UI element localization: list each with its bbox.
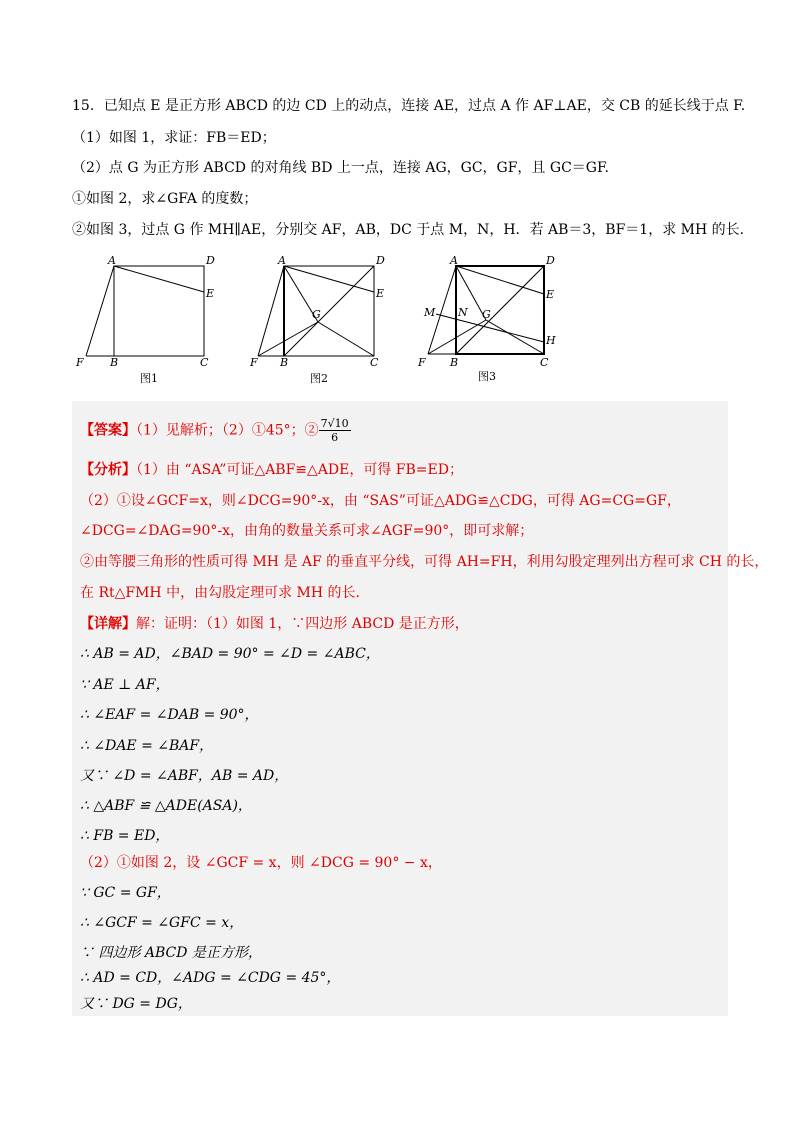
fig1-label-c: C xyxy=(200,356,209,369)
step-3: ∴ ∠EAF = ∠DAB = 90°， xyxy=(80,707,259,723)
analysis-text-1: （1）由 “ASA”可证△ABF≌△ADE，可得 FB=ED； xyxy=(136,462,463,478)
figure-2 xyxy=(250,252,410,392)
fig3-label-b: B xyxy=(450,356,459,369)
fig1-label-f: F xyxy=(76,356,84,369)
analysis-tag: 【分析】 xyxy=(80,462,136,478)
step-12: ∴ AD = CD，∠ADG = ∠CDG = 45°， xyxy=(80,970,341,986)
question-stem: 15．已知点 E 是正方形 ABCD 的边 CD 上的动点，连接 AE，过点 A 作 AF⊥AE，交 CB 的延长线于点 F. xyxy=(72,98,746,114)
fig3-label-c: C xyxy=(540,356,549,369)
step-1: ∴ AB = AD，∠BAD = 90° = ∠D = ∠ABC， xyxy=(80,646,380,662)
fig3-label-h: H xyxy=(546,334,556,347)
detail-line xyxy=(80,613,469,633)
fig1-label-b: B xyxy=(110,356,119,369)
figure-3 xyxy=(414,252,574,392)
fig1-label-e: E xyxy=(206,287,215,300)
fig3-label-g: G xyxy=(482,308,491,321)
fig2-label-f: F xyxy=(250,356,258,369)
fig3-label-d: D xyxy=(546,254,555,267)
analysis-line-1 xyxy=(80,459,463,479)
fig1-caption: 图1 xyxy=(140,372,158,385)
question-part-2: （2）点 G 为正方形 ABCD 的对角线 BD 上一点，连接 AG，GC，GF，且 GC＝GF. xyxy=(72,160,609,176)
fig2-label-a: A xyxy=(278,254,286,267)
fig2-label-c: C xyxy=(370,356,379,369)
analysis-line-5: 在 Rt△FMH 中，由勾股定理可求 MH 的长. xyxy=(80,585,360,601)
fig3-label-a: A xyxy=(450,254,458,267)
step-11: ∵ 四边形 ABCD 是正方形， xyxy=(80,945,262,961)
step-10: ∴ ∠GCF = ∠GFC = x， xyxy=(80,915,244,931)
analysis-line-4: ②由等腰三角形的性质可得 MH 是 AF 的垂直平分线，可得 AH=FH，利用勾股定理列出方程可求 CH 的长， xyxy=(80,554,769,570)
step-5: 又∵ ∠D = ∠ABF，AB = AD， xyxy=(80,768,289,784)
solution-panel xyxy=(72,401,769,1016)
step-4: ∴ ∠DAE = ∠BAF， xyxy=(80,738,214,754)
question-part-2-1: ①如图 2，求∠GFA 的度数； xyxy=(72,191,258,207)
step-8: （2）①如图 2，设 ∠GCF = x，则 ∠DCG = 90° − x， xyxy=(80,855,442,871)
fig3-label-e: E xyxy=(546,288,555,301)
fig2-caption: 图2 xyxy=(310,372,328,385)
answer-frac-den: 6 xyxy=(331,431,339,444)
answer-text: （1）见解析；（2）①45°；② xyxy=(136,422,319,439)
answer-line xyxy=(80,417,351,444)
fig2-label-d: D xyxy=(376,254,385,267)
fig2-label-e: E xyxy=(376,287,385,300)
question-part-1: （1）如图 1，求证：FB＝ED； xyxy=(72,130,276,146)
fig3-caption: 图3 xyxy=(478,370,496,383)
fig2-label-b: B xyxy=(280,356,289,369)
fig3-label-n: N xyxy=(458,306,468,319)
analysis-line-3: ∠DCG=∠DAG=90°-x，由角的数量关系可求∠AGF=90°，即可求解； xyxy=(80,523,534,539)
figure-1 xyxy=(72,252,222,392)
question-part-2-2: ②如图 3，过点 G 作 MH∥AE，分别交 AF，AB，DC 于点 M，N，H．若 AB＝3，BF＝1，求 MH 的长. xyxy=(72,222,745,238)
fig3-label-f: F xyxy=(418,356,426,369)
figures-row xyxy=(72,252,572,392)
step-13: 又∵ DG = DG， xyxy=(80,996,192,1012)
fig1-label-d: D xyxy=(206,254,215,267)
step-9: ∵ GC = GF， xyxy=(80,885,171,901)
fig3-label-m: M xyxy=(424,306,436,319)
step-7: ∴ FB = ED， xyxy=(80,828,170,844)
answer-tag: 【答案】 xyxy=(80,422,136,439)
fig2-label-g: G xyxy=(312,308,321,321)
answer-frac-num: 7√10 xyxy=(320,417,349,430)
answer-fraction xyxy=(319,417,351,444)
detail-intro: 解：证明：（1）如图 1，∵四边形 ABCD 是正方形， xyxy=(136,616,469,632)
fig1-label-a: A xyxy=(108,254,116,267)
analysis-line-2: （2）①设∠GCF=x，则∠DCG=90°-x，由 “SAS”可证△ADG≌△CDG，可得 AG=CG=GF， xyxy=(80,493,681,509)
detail-tag: 【详解】 xyxy=(80,616,136,632)
step-2: ∵ AE ⊥ AF， xyxy=(80,677,170,693)
step-6: ∴ △ABF ≌ △ADE(ASA)， xyxy=(80,798,252,814)
